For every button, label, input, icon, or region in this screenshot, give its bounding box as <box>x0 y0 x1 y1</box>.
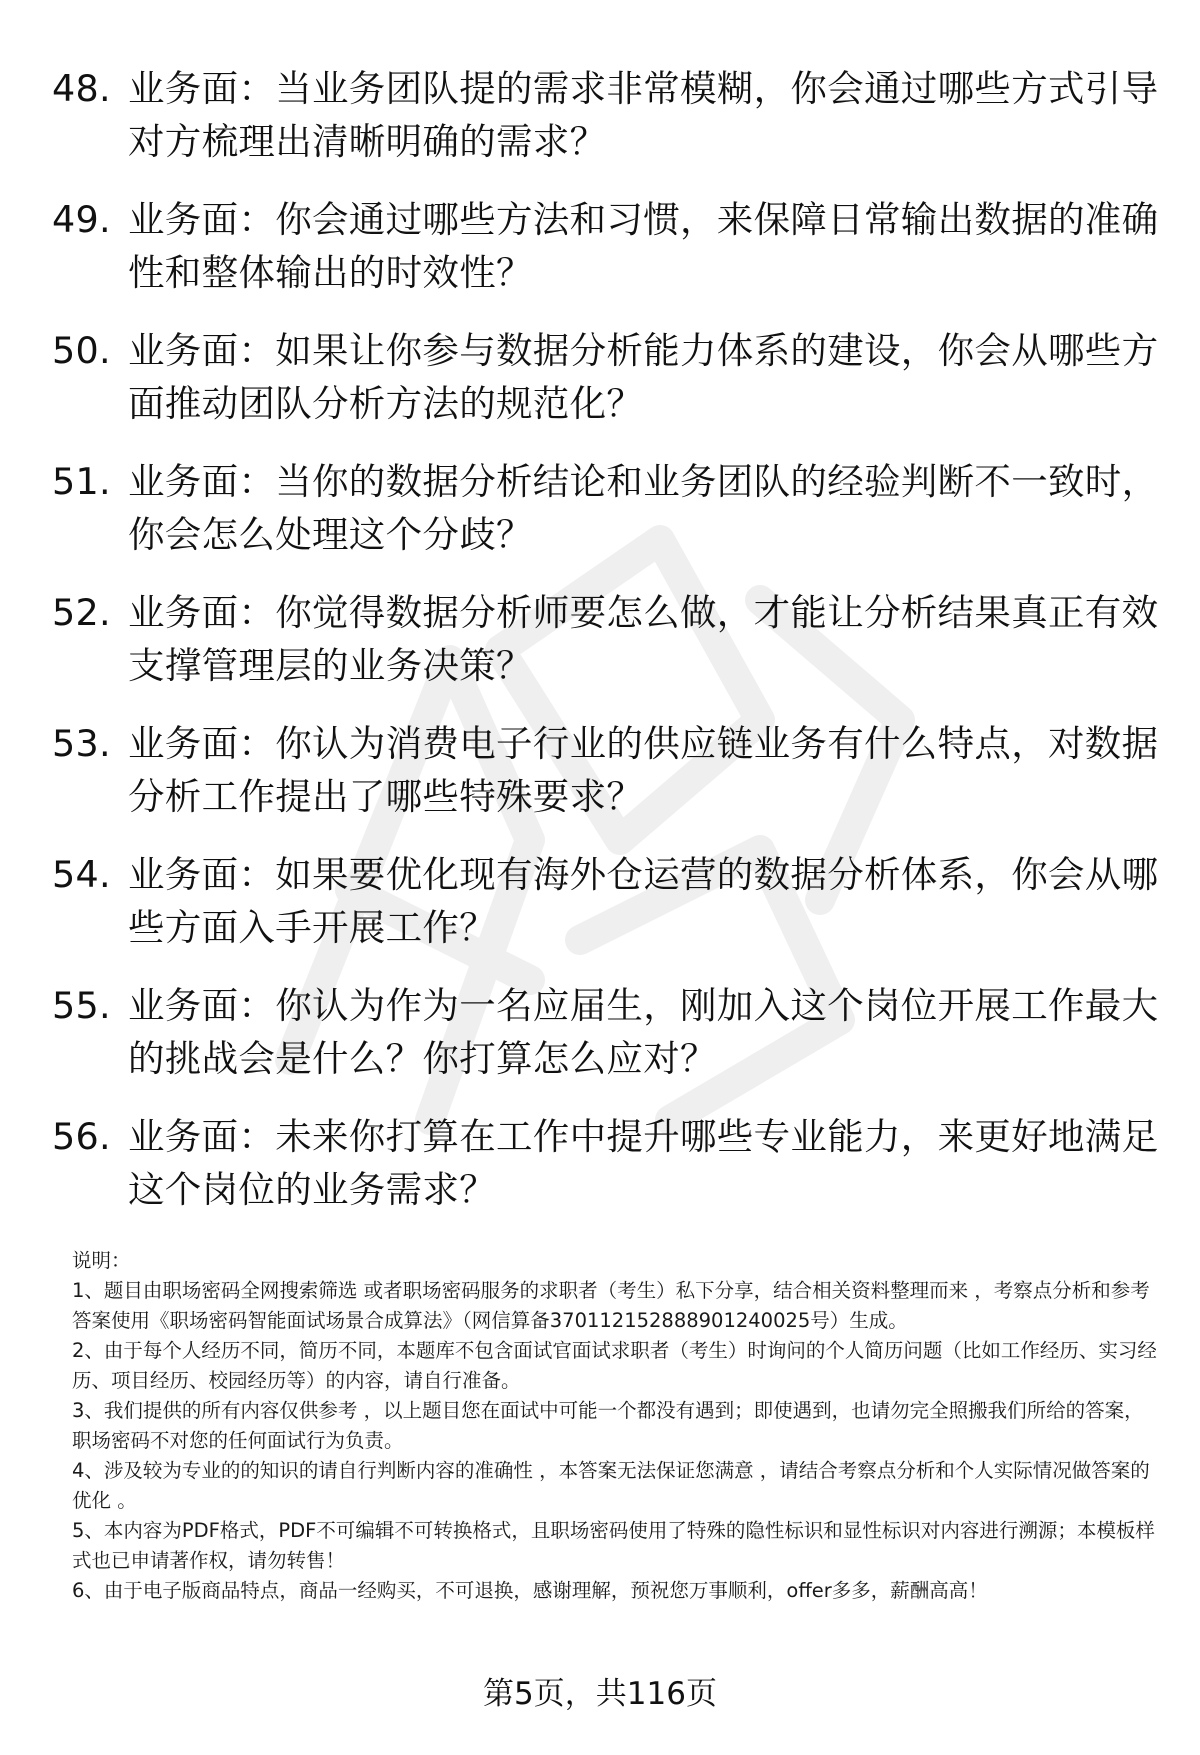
question-text: 业务面：你认为作为一名应届生，刚加入这个岗位开展工作最大的挑战会是什么？你打算怎么应对？ <box>128 984 1159 1080</box>
question-number: 56. <box>52 1115 111 1158</box>
notes-title: 说明： <box>72 1249 131 1272</box>
question-number: 55. <box>52 984 111 1027</box>
question-item <box>52 455 1162 586</box>
question-item <box>52 324 1162 455</box>
note-item: 6、由于电子版商品特点，商品一经购买，不可退换，感谢理解，预祝您万事顺利，offer多多，薪酬高高！ <box>72 1579 988 1602</box>
question-text: 业务面：如果要优化现有海外仓运营的数据分析体系，你会从哪些方面入手开展工作？ <box>128 853 1159 949</box>
question-number: 51. <box>52 460 111 503</box>
note-item: 5、本内容为PDF格式，PDF不可编辑不可转换格式，且职场密码使用了特殊的隐性标识和显性标识对内容进行溯源；本模板样式也已申请著作权，请勿转售！ <box>72 1519 1155 1572</box>
question-text: 业务面：当业务团队提的需求非常模糊，你会通过哪些方式引导对方梳理出清晰明确的需求？ <box>128 67 1159 163</box>
question-text: 业务面：你会通过哪些方法和习惯，来保障日常输出数据的准确性和整体输出的时效性？ <box>128 198 1159 294</box>
question-text: 业务面：你觉得数据分析师要怎么做，才能让分析结果真正有效支撑管理层的业务决策？ <box>128 591 1159 687</box>
question-item <box>52 193 1162 324</box>
question-number: 52. <box>52 591 111 634</box>
question-number: 50. <box>52 329 111 372</box>
question-number: 49. <box>52 198 111 241</box>
question-number: 54. <box>52 853 111 896</box>
question-item <box>52 979 1162 1110</box>
question-item <box>52 586 1162 717</box>
question-text: 业务面：未来你打算在工作中提升哪些专业能力，来更好地满足这个岗位的业务需求？ <box>128 1115 1159 1211</box>
question-item <box>52 1110 1162 1241</box>
note-item: 1、题目由职场密码全网搜索筛选 或者职场密码服务的求职者（考生）私下分享，结合相关资料整理而来 ，考察点分析和参考答案使用《职场密码智能面试场景合成算法》（网信算备370112152888901240025号）生成。 <box>72 1279 1150 1332</box>
question-number: 48. <box>52 67 111 110</box>
question-text: 业务面：如果让你参与数据分析能力体系的建设，你会从哪些方面推动团队分析方法的规范化？ <box>128 329 1159 425</box>
note-item: 4、涉及较为专业的的知识的请自行判断内容的准确性 ，本答案无法保证您满意 ，请结合考察点分析和个人实际情况做答案的优化 。 <box>72 1459 1150 1512</box>
note-item: 3、我们提供的所有内容仅供参考 ，以上题目您在面试中可能一个都没有遇到；即使遇到，也请勿完全照搬我们所给的答案，职场密码不对您的任何面试行为负责。 <box>72 1399 1144 1452</box>
question-number: 53. <box>52 722 111 765</box>
question-text: 业务面：当你的数据分析结论和业务团队的经验判断不一致时，你会怎么处理这个分歧？ <box>128 460 1159 556</box>
question-text: 业务面：你认为消费电子行业的供应链业务有什么特点，对数据分析工作提出了哪些特殊要求？ <box>128 722 1159 818</box>
note-item: 2、由于每个人经历不同，简历不同，本题库不包含面试官面试求职者（考生）时询问的个人简历问题（比如工作经历、实习经历、项目经历、校园经历等）的内容，请自行准备。 <box>72 1339 1157 1392</box>
notes-section <box>72 1246 1160 1606</box>
question-item <box>52 62 1162 193</box>
question-item <box>52 848 1162 979</box>
page-number-footer: 第5页，共116页 <box>483 1676 717 1712</box>
question-item <box>52 717 1162 848</box>
question-list <box>52 62 1162 1241</box>
